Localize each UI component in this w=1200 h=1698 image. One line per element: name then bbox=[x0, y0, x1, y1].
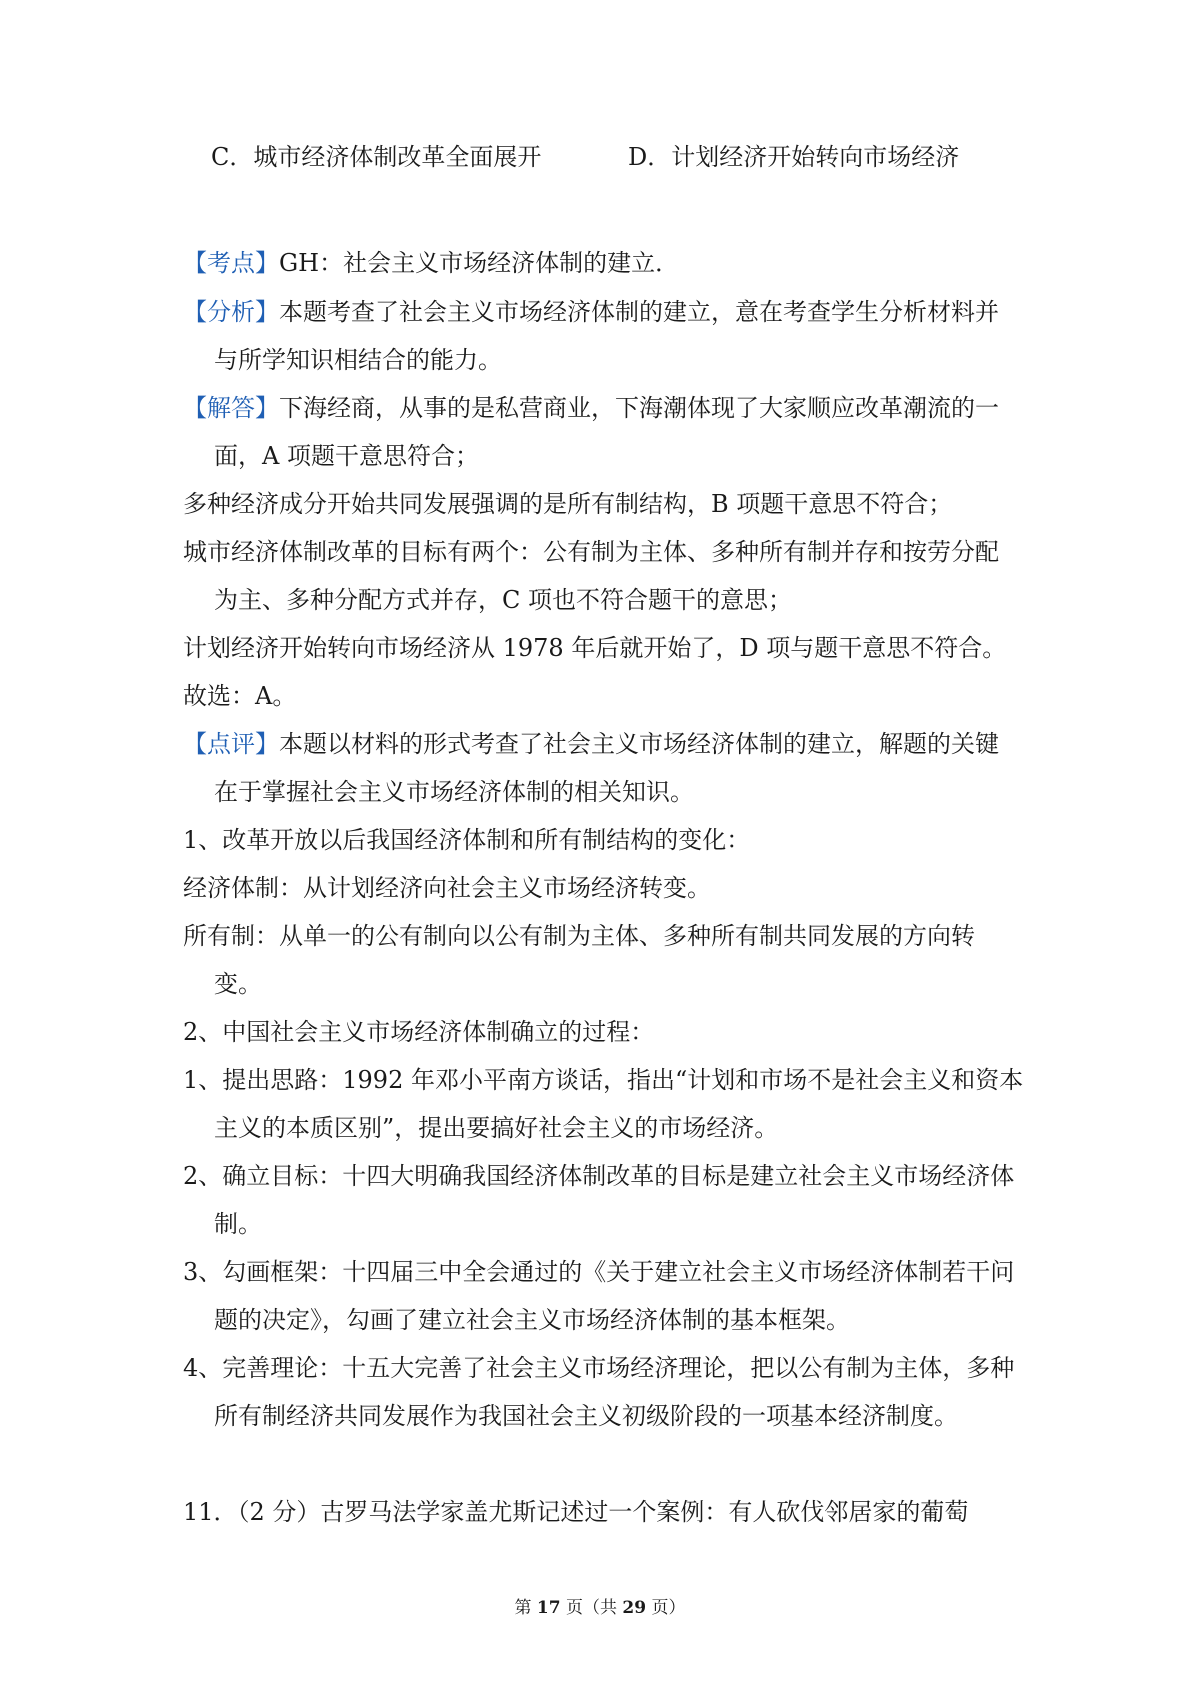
step-3-line-1: 3、勾画框架：十四届三中全会通过的《关于建立社会主义市场经济体制若干问 bbox=[183, 1258, 1015, 1286]
kaodian-text: GH：社会主义市场经济体制的建立． bbox=[279, 249, 680, 277]
dianping-p4: 2、中国社会主义市场经济体制确立的过程： bbox=[183, 1018, 655, 1046]
dianping-text-1: 本题以材料的形式考查了社会主义市场经济体制的建立，解题的关键 bbox=[279, 730, 999, 758]
page-footer bbox=[0, 1597, 1200, 1619]
dianping-line-1 bbox=[183, 728, 999, 760]
step-3-line-2: 题的决定》，勾画了建立社会主义市场经济体制的基本框架。 bbox=[214, 1306, 850, 1334]
step-2-line-2: 制。 bbox=[214, 1210, 262, 1238]
jieda-line-4: 城市经济体制改革的目标有两个：公有制为主体、多种所有制并存和按劳分配 bbox=[183, 538, 999, 566]
jieda-line-2: 面，A 项题干意思符合； bbox=[214, 442, 479, 470]
total-page-count: 29 bbox=[622, 1598, 647, 1618]
jieda-line-5: 为主、多种分配方式并存，C 项也不符合题干的意思； bbox=[214, 586, 792, 614]
fenxi-line-2: 与所学知识相结合的能力。 bbox=[214, 346, 502, 374]
footer-suffix: 页） bbox=[646, 1598, 686, 1618]
kaodian-line bbox=[183, 247, 679, 279]
current-page-number: 17 bbox=[536, 1598, 561, 1618]
footer-middle: 页（共 bbox=[560, 1598, 623, 1618]
option-d: D．计划经济开始转向市场经济 bbox=[628, 143, 960, 171]
dianping-line-2: 在于掌握社会主义市场经济体制的相关知识。 bbox=[214, 778, 694, 806]
dianping-p1: 1、改革开放以后我国经济体制和所有制结构的变化： bbox=[183, 826, 751, 854]
jieda-line-1 bbox=[183, 392, 999, 424]
dianping-p3a: 所有制：从单一的公有制向以公有制为主体、多种所有制共同发展的方向转 bbox=[183, 922, 975, 950]
question-11-stem: 11．（2 分）古罗马法学家盖尤斯记述过一个案例：有人砍伐邻居家的葡萄 bbox=[183, 1498, 969, 1526]
kaodian-tag: 【考点】 bbox=[183, 249, 279, 277]
dianping-p2: 经济体制：从计划经济向社会主义市场经济转变。 bbox=[183, 874, 711, 902]
jieda-line-6: 计划经济开始转向市场经济从 1978 年后就开始了，D 项与题干意思不符合。 bbox=[183, 634, 1007, 662]
jieda-line-3: 多种经济成分开始共同发展强调的是所有制结构，B 项题干意思不符合； bbox=[183, 490, 953, 518]
fenxi-tag: 【分析】 bbox=[183, 298, 279, 326]
jieda-text-1: 下海经商，从事的是私营商业，下海潮体现了大家顺应改革潮流的一 bbox=[279, 394, 999, 422]
step-1-line-1: 1、提出思路：1992 年邓小平南方谈话，指出“计划和市场不是社会主义和资本 bbox=[183, 1066, 1024, 1094]
option-c: C．城市经济体制改革全面展开 bbox=[211, 143, 542, 171]
step-1-line-2: 主义的本质区别”，提出要搞好社会主义的市场经济。 bbox=[214, 1114, 779, 1142]
fenxi-line-1 bbox=[183, 296, 999, 328]
jieda-tag: 【解答】 bbox=[183, 394, 279, 422]
step-2-line-1: 2、确立目标：十四大明确我国经济体制改革的目标是建立社会主义市场经济体 bbox=[183, 1162, 1015, 1190]
step-4-line-1: 4、完善理论：十五大完善了社会主义市场经济理论，把以公有制为主体，多种 bbox=[183, 1354, 1015, 1382]
step-4-line-2: 所有制经济共同发展作为我国社会主义初级阶段的一项基本经济制度。 bbox=[214, 1402, 958, 1430]
dianping-tag: 【点评】 bbox=[183, 730, 279, 758]
footer-prefix: 第 bbox=[514, 1598, 537, 1618]
fenxi-text-1: 本题考查了社会主义市场经济体制的建立，意在考查学生分析材料并 bbox=[279, 298, 999, 326]
dianping-p3b: 变。 bbox=[214, 970, 262, 998]
jieda-line-7: 故选：A。 bbox=[183, 682, 297, 710]
